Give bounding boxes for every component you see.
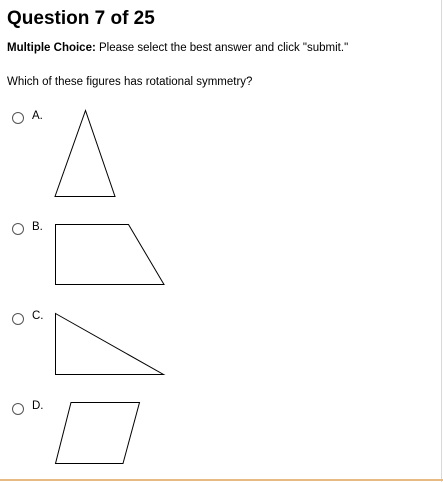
answer-option-d[interactable] <box>0 399 200 467</box>
radio-button-a[interactable] <box>12 112 24 124</box>
option-label-a: A. <box>32 110 43 122</box>
right-triangle-figure <box>54 313 166 381</box>
trapezoid-figure <box>54 224 166 288</box>
option-label-d: D. <box>32 400 44 412</box>
instructions-text: Please select the best answer and click "submit." <box>95 42 349 54</box>
option-label-c: C. <box>32 310 44 322</box>
radio-button-c[interactable] <box>12 313 24 325</box>
question-title: Question 7 of 25 <box>7 8 155 29</box>
triangle-figure <box>54 110 118 200</box>
option-label-b: B. <box>32 221 43 233</box>
parallelogram-figure <box>54 402 144 470</box>
instructions <box>7 41 348 55</box>
answer-option-a[interactable] <box>0 108 200 198</box>
footer-divider <box>0 479 443 481</box>
answer-option-c[interactable] <box>0 309 200 379</box>
radio-button-d[interactable] <box>12 403 24 415</box>
question-prompt: Which of these figures has rotational symmetry? <box>7 76 253 88</box>
instructions-label: Multiple Choice: <box>7 42 96 54</box>
radio-button-b[interactable] <box>12 223 24 235</box>
answer-option-b[interactable] <box>0 220 200 288</box>
